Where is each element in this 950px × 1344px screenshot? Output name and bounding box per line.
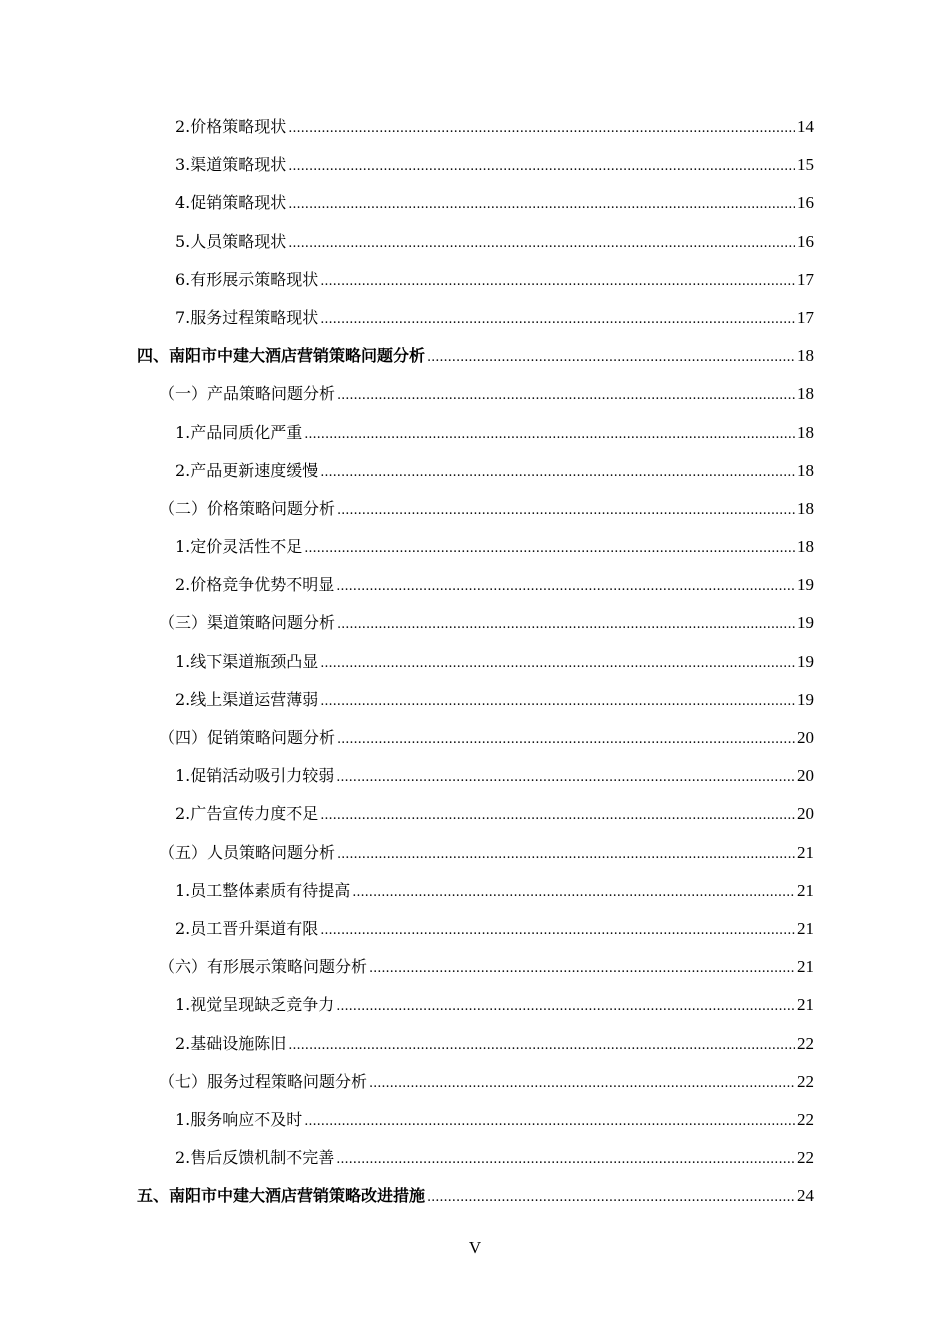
- dot-leader: [288, 225, 795, 263]
- toc-entry-page: 18: [797, 460, 814, 480]
- toc-entry-page: 21: [797, 995, 814, 1015]
- table-of-contents: [137, 108, 814, 1215]
- toc-entry-label: （五）人员策略问题分析: [159, 842, 336, 862]
- toc-entry-label: 1.产品同质化严重: [175, 422, 303, 442]
- toc-entry[interactable]: [137, 643, 814, 681]
- toc-entry-page: 19: [797, 613, 814, 633]
- toc-entry[interactable]: [137, 986, 814, 1024]
- dot-leader: [320, 454, 795, 492]
- toc-entry-page: 19: [797, 689, 814, 709]
- dot-leader: [337, 836, 795, 874]
- dot-leader: [427, 339, 795, 377]
- dot-leader: [369, 950, 795, 988]
- toc-entry[interactable]: [137, 528, 814, 566]
- toc-entry[interactable]: [137, 146, 814, 184]
- toc-entry[interactable]: [137, 1063, 814, 1101]
- toc-entry[interactable]: [137, 566, 814, 604]
- dot-leader: [320, 912, 795, 950]
- toc-entry-label: 2.售后反馈机制不完善: [175, 1148, 335, 1168]
- toc-entry-page: 14: [797, 117, 814, 136]
- toc-entry-page: 15: [797, 155, 814, 175]
- toc-entry-label: 6.有形展示策略现状: [175, 269, 319, 289]
- dot-leader: [320, 797, 795, 835]
- toc-entry-page: 16: [797, 231, 814, 251]
- toc-entry-page: 18: [797, 346, 814, 366]
- toc-entry-label: 2.广告宣传力度不足: [175, 804, 319, 824]
- toc-entry-page: 21: [797, 918, 814, 938]
- toc-entry-label: （六）有形展示策略问题分析: [159, 957, 368, 977]
- toc-entry[interactable]: [137, 223, 814, 261]
- toc-entry-page: 18: [797, 537, 814, 557]
- toc-entry-page: 22: [797, 1148, 814, 1168]
- toc-entry[interactable]: [137, 452, 814, 490]
- toc-entry-page: 21: [797, 842, 814, 862]
- toc-entry[interactable]: [137, 299, 814, 337]
- toc-entry[interactable]: [137, 757, 814, 795]
- toc-entry-label: （三）渠道策略问题分析: [159, 613, 336, 633]
- toc-entry-page: 22: [797, 1033, 814, 1053]
- toc-entry-page: 19: [797, 651, 814, 671]
- toc-entry-page: 17: [797, 307, 814, 327]
- dot-leader: [337, 721, 795, 759]
- toc-entry-label: 1.线下渠道瓶颈凸显: [175, 651, 319, 671]
- toc-entry-page: 18: [797, 422, 814, 442]
- toc-entry-page: 18: [797, 498, 814, 518]
- toc-entry-page: 24: [797, 1186, 814, 1206]
- toc-entry-page: 20: [797, 766, 814, 786]
- toc-entry-page: 20: [797, 728, 814, 747]
- toc-entry[interactable]: [137, 910, 814, 948]
- toc-entry[interactable]: [137, 604, 814, 642]
- toc-entry-label: 2.价格策略现状: [175, 117, 287, 136]
- dot-leader: [288, 1027, 795, 1065]
- dot-leader: [337, 606, 795, 644]
- toc-entry[interactable]: [137, 261, 814, 299]
- toc-entry-label: 2.基础设施陈旧: [175, 1033, 287, 1053]
- toc-entry-label: （七）服务过程策略问题分析: [159, 1071, 368, 1091]
- toc-entry-label: 7.服务过程策略现状: [175, 307, 319, 327]
- toc-entry-label: （二）价格策略问题分析: [159, 498, 336, 518]
- toc-entry-label: 1.员工整体素质有待提高: [175, 880, 351, 900]
- toc-entry-label: 2.员工晋升渠道有限: [175, 918, 319, 938]
- toc-entry-label: 2.产品更新速度缓慢: [175, 460, 319, 480]
- toc-entry[interactable]: [137, 1177, 814, 1215]
- toc-entry[interactable]: [137, 337, 814, 375]
- toc-entry-label: 1.服务响应不及时: [175, 1109, 303, 1129]
- toc-entry-page: 21: [797, 880, 814, 900]
- dot-leader: [320, 683, 795, 721]
- toc-entry[interactable]: [137, 375, 814, 413]
- toc-entry[interactable]: [137, 948, 814, 986]
- toc-entry-page: 21: [797, 957, 814, 977]
- dot-leader: [288, 110, 795, 148]
- toc-entry-label: 3.渠道策略现状: [175, 155, 287, 175]
- toc-entry-page: 22: [797, 1109, 814, 1129]
- toc-entry[interactable]: [137, 184, 814, 222]
- dot-leader: [427, 1179, 795, 1217]
- toc-entry-page: 16: [797, 193, 814, 213]
- toc-entry[interactable]: [137, 1101, 814, 1139]
- toc-entry[interactable]: [137, 681, 814, 719]
- dot-leader: [337, 377, 795, 415]
- dot-leader: [369, 1065, 795, 1103]
- toc-entry[interactable]: [137, 795, 814, 833]
- toc-entry-page: 17: [797, 269, 814, 289]
- toc-entry[interactable]: [137, 414, 814, 452]
- toc-entry[interactable]: [137, 1025, 814, 1063]
- toc-entry-page: 22: [797, 1071, 814, 1091]
- dot-leader: [304, 1103, 795, 1141]
- dot-leader: [320, 263, 795, 301]
- toc-entry-label: 1.定价灵活性不足: [175, 537, 303, 557]
- toc-entry[interactable]: [137, 834, 814, 872]
- toc-entry[interactable]: [137, 490, 814, 528]
- dot-leader: [337, 492, 795, 530]
- toc-entry-label: 1.视觉呈现缺乏竞争力: [175, 995, 335, 1015]
- toc-entry[interactable]: [137, 872, 814, 910]
- toc-entry[interactable]: [137, 1139, 814, 1177]
- dot-leader: [352, 874, 795, 912]
- toc-entry-label: 1.促销活动吸引力较弱: [175, 766, 335, 786]
- toc-entry-page: 18: [797, 384, 814, 404]
- dot-leader: [336, 1141, 795, 1179]
- toc-entry[interactable]: [137, 108, 814, 146]
- toc-entry[interactable]: [137, 719, 814, 757]
- dot-leader: [336, 568, 795, 606]
- dot-leader: [320, 645, 795, 683]
- dot-leader: [288, 148, 795, 186]
- toc-entry-label: （四）促销策略问题分析: [159, 728, 336, 747]
- page-number: V: [468, 1238, 482, 1257]
- toc-entry-label: 5.人员策略现状: [175, 231, 287, 251]
- dot-leader: [336, 759, 795, 797]
- toc-entry-page: 19: [797, 575, 814, 595]
- toc-entry-label: 四、南阳市中建大酒店营销策略问题分析: [137, 346, 426, 366]
- toc-entry-label: 五、南阳市中建大酒店营销策略改进措施: [137, 1186, 426, 1206]
- toc-entry-label: 4.促销策略现状: [175, 193, 287, 213]
- toc-entry-label: （一）产品策略问题分析: [159, 384, 336, 404]
- dot-leader: [336, 988, 795, 1026]
- dot-leader: [304, 416, 795, 454]
- toc-entry-label: 2.线上渠道运营薄弱: [175, 689, 319, 709]
- toc-entry-label: 2.价格竞争优势不明显: [175, 575, 335, 595]
- dot-leader: [320, 301, 795, 339]
- toc-entry-page: 20: [797, 804, 814, 824]
- dot-leader: [288, 186, 795, 224]
- dot-leader: [304, 530, 795, 568]
